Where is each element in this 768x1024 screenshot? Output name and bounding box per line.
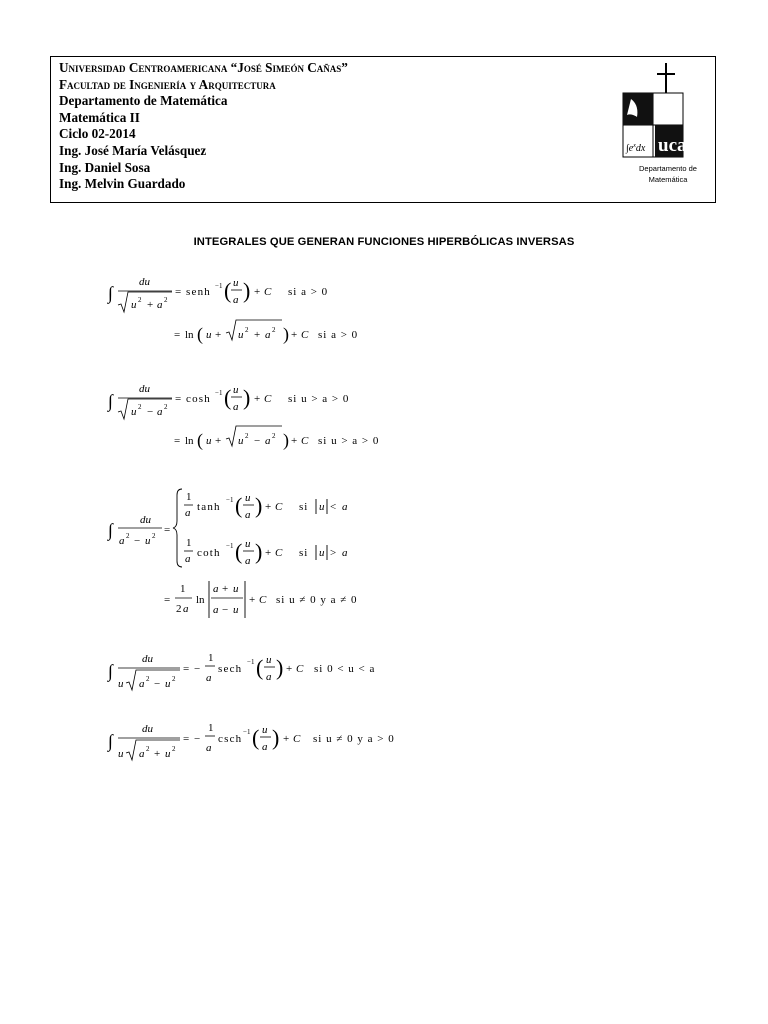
- svg-text:1: 1: [186, 537, 192, 549]
- svg-text:si a > 0: si a > 0: [288, 286, 329, 298]
- svg-text:C: C: [275, 501, 283, 513]
- svg-text:du: du: [139, 276, 150, 288]
- svg-text:a: a: [185, 507, 191, 519]
- svg-text:2: 2: [152, 532, 156, 540]
- svg-text:si a > 0: si a > 0: [318, 329, 359, 341]
- svg-text:a: a: [206, 742, 212, 754]
- svg-text:u: u: [206, 329, 212, 341]
- svg-text:+: +: [254, 393, 261, 405]
- svg-text:a: a: [157, 406, 163, 418]
- svg-text:u: u: [118, 678, 124, 690]
- svg-text:a: a: [262, 741, 268, 753]
- svg-text:∫: ∫: [108, 520, 113, 540]
- svg-text:+: +: [254, 286, 261, 298]
- svg-text:u: u: [233, 583, 239, 595]
- header-faculty: Facultad de Ingeniería y Arquitectura: [59, 76, 276, 92]
- svg-text:u: u: [238, 329, 244, 341]
- svg-text:): ): [272, 725, 280, 750]
- svg-text:): ): [255, 539, 263, 564]
- svg-text:): ): [276, 655, 284, 680]
- svg-text:+: +: [147, 299, 154, 311]
- svg-text:ln: ln: [185, 329, 194, 341]
- svg-text:−1: −1: [215, 389, 223, 397]
- header-lines: [59, 60, 348, 193]
- svg-text:1: 1: [208, 652, 214, 664]
- svg-text:a: a: [206, 672, 212, 684]
- svg-text:2: 2: [245, 326, 249, 334]
- svg-text:C: C: [264, 286, 272, 298]
- svg-text:a: a: [266, 671, 272, 683]
- svg-text:2: 2: [164, 403, 168, 411]
- svg-text:a: a: [233, 294, 239, 306]
- svg-text:+: +: [291, 329, 298, 341]
- svg-text:(: (: [197, 430, 203, 450]
- svg-text:∫: ∫: [108, 391, 113, 411]
- svg-text:−: −: [222, 604, 229, 616]
- svg-text:u: u: [131, 406, 137, 418]
- svg-text:u: u: [245, 538, 251, 550]
- svg-text:coth: coth: [197, 547, 221, 559]
- svg-text:si u ≠ 0 y a > 0: si u ≠ 0 y a > 0: [313, 733, 395, 745]
- svg-text:du: du: [139, 383, 150, 395]
- svg-text:=: =: [175, 393, 182, 405]
- svg-text:): ): [243, 278, 251, 303]
- svg-text:+: +: [249, 594, 256, 606]
- svg-text:+: +: [222, 583, 229, 595]
- svg-text:a: a: [245, 509, 251, 521]
- svg-text:(: (: [256, 655, 264, 680]
- svg-text:=: =: [164, 594, 171, 606]
- svg-text:−: −: [254, 435, 261, 447]
- formula-sech: [107, 652, 375, 690]
- svg-text:C: C: [296, 663, 304, 675]
- svg-text:a: a: [157, 299, 163, 311]
- svg-text:a: a: [185, 553, 191, 565]
- svg-text:2: 2: [272, 432, 276, 440]
- svg-text:2: 2: [164, 296, 168, 304]
- svg-text:si u > a > 0: si u > a > 0: [288, 393, 350, 405]
- svg-text:1: 1: [186, 491, 192, 503]
- header-instructor-2: Ing. Daniel Sosa: [59, 159, 151, 175]
- svg-text:2: 2: [138, 296, 142, 304]
- svg-text:a: a: [139, 678, 145, 690]
- svg-text:cosh: cosh: [186, 393, 211, 405]
- svg-text:−1: −1: [247, 658, 255, 666]
- svg-text:): ): [283, 324, 289, 344]
- formula-tanh-coth: [107, 489, 358, 618]
- svg-text:u: u: [238, 435, 244, 447]
- svg-text:u: u: [266, 654, 272, 666]
- svg-text:2: 2: [172, 745, 176, 753]
- svg-text:+: +: [254, 329, 261, 341]
- svg-text:+: +: [154, 748, 161, 760]
- svg-text:2: 2: [126, 532, 130, 540]
- header-instructor-3: Ing. Melvin Guardado: [59, 176, 186, 192]
- svg-text:2: 2: [172, 675, 176, 683]
- svg-text:si u ≠ 0 y a ≠ 0: si u ≠ 0 y a ≠ 0: [276, 594, 358, 606]
- logo-caption-line1: Departamento de: [639, 164, 697, 173]
- header-cycle: Ciclo 02-2014: [59, 126, 136, 142]
- svg-text:sech: sech: [218, 663, 243, 675]
- logo-caption-line2: Matemática: [648, 175, 688, 184]
- svg-text:2: 2: [146, 675, 150, 683]
- svg-text:∫exdx: $\int e^xdx$: [626, 143, 646, 154]
- svg-text:(: (: [235, 493, 243, 518]
- svg-text:2: 2: [272, 326, 276, 334]
- svg-text:senh: senh: [186, 286, 211, 298]
- svg-text:a: a: [119, 535, 125, 547]
- header-department: Departamento de Matemática: [59, 93, 228, 109]
- svg-text:csch: csch: [218, 733, 243, 745]
- svg-text:a: a: [213, 604, 219, 616]
- svg-text:2: 2: [176, 603, 182, 615]
- svg-text:a: a: [183, 603, 189, 615]
- svg-text:C: C: [264, 393, 272, 405]
- svg-text:−: −: [147, 406, 154, 418]
- svg-text:−: −: [194, 733, 201, 745]
- header-university: Universidad Centroamericana “José Simeón Cañas”: [59, 60, 348, 75]
- svg-text:−1: −1: [243, 728, 251, 736]
- svg-text:u: u: [118, 748, 124, 760]
- svg-text:<: <: [330, 501, 337, 513]
- formula-csch: [107, 722, 395, 760]
- svg-text:+: +: [286, 663, 293, 675]
- svg-text:du: du: [140, 514, 151, 526]
- svg-text:+: +: [291, 435, 298, 447]
- svg-text:du: du: [142, 723, 153, 735]
- svg-text:C: C: [293, 733, 301, 745]
- svg-text:): ): [255, 493, 263, 518]
- svg-text:−: −: [134, 535, 141, 547]
- svg-text:a: a: [213, 583, 219, 595]
- header-course: Matemática II: [59, 109, 140, 125]
- svg-text:(: (: [252, 725, 260, 750]
- formula-senh: [107, 276, 358, 345]
- svg-text:=: =: [183, 663, 190, 675]
- svg-text:(: (: [197, 324, 203, 344]
- svg-text:2: 2: [146, 745, 150, 753]
- svg-text:u: u: [262, 724, 268, 736]
- svg-text:u: u: [233, 277, 239, 289]
- svg-text:1: 1: [180, 583, 186, 595]
- svg-text:si u > a > 0: si u > a > 0: [318, 435, 380, 447]
- svg-text:si: si: [299, 501, 309, 513]
- svg-text:a: a: [265, 329, 271, 341]
- svg-text:2: 2: [138, 403, 142, 411]
- svg-text:−: −: [154, 678, 161, 690]
- svg-text:u: u: [233, 604, 239, 616]
- svg-text:−1: −1: [215, 282, 223, 290]
- svg-text:a: a: [265, 435, 271, 447]
- svg-text:a: a: [342, 547, 348, 559]
- svg-text:u: u: [145, 535, 151, 547]
- svg-text:tanh: tanh: [197, 501, 221, 513]
- svg-text:∫: ∫: [108, 731, 113, 751]
- svg-text:): ): [243, 385, 251, 410]
- svg-text:=: =: [183, 733, 190, 745]
- svg-text:1: 1: [208, 722, 214, 734]
- svg-text:=: =: [174, 329, 181, 341]
- svg-text:+: +: [215, 329, 222, 341]
- svg-text:ln: ln: [185, 435, 194, 447]
- svg-text:=: =: [175, 286, 182, 298]
- svg-text:2: 2: [245, 432, 249, 440]
- svg-text:+: +: [215, 435, 222, 447]
- svg-text:∫: ∫: [108, 283, 113, 303]
- header-box: [50, 56, 716, 203]
- svg-text:): ): [283, 430, 289, 450]
- svg-text:u: u: [131, 299, 137, 311]
- uca-logo-icon: [619, 63, 717, 163]
- uca-department-logo: [619, 63, 717, 199]
- svg-text:=: =: [164, 524, 171, 536]
- svg-text:+: +: [265, 501, 272, 513]
- formula-cosh: [107, 383, 379, 451]
- svg-text:C: C: [259, 594, 267, 606]
- svg-text:+: +: [283, 733, 290, 745]
- svg-text:u: u: [233, 384, 239, 396]
- svg-text:si 0 < u < a: si 0 < u < a: [314, 663, 376, 675]
- svg-text:(: (: [224, 385, 232, 410]
- svg-text:uca: uca: [658, 135, 687, 156]
- svg-text:=: =: [174, 435, 181, 447]
- svg-text:−1: −1: [226, 542, 234, 550]
- header-instructor-1: Ing. José María Velásquez: [59, 142, 207, 158]
- svg-text:a: a: [245, 555, 251, 567]
- svg-text:u: u: [319, 501, 325, 513]
- svg-text:C: C: [275, 547, 283, 559]
- svg-text:du: du: [142, 653, 153, 665]
- svg-text:u: u: [206, 435, 212, 447]
- svg-text:si: si: [299, 547, 309, 559]
- svg-text:ln: ln: [196, 594, 205, 606]
- svg-text:(: (: [235, 539, 243, 564]
- page-title: INTEGRALES QUE GENERAN FUNCIONES HIPERBÓLICAS INVERSAS: [193, 236, 575, 248]
- svg-text:u: u: [245, 492, 251, 504]
- svg-text:−1: −1: [226, 496, 234, 504]
- svg-text:(: (: [224, 278, 232, 303]
- svg-text:a: a: [233, 401, 239, 413]
- svg-text:>: >: [330, 547, 337, 559]
- svg-text:C: C: [301, 435, 309, 447]
- svg-text:C: C: [301, 329, 309, 341]
- svg-text:u: u: [165, 748, 171, 760]
- svg-text:a: a: [342, 501, 348, 513]
- logo-caption: [619, 163, 717, 185]
- svg-text:−: −: [194, 663, 201, 675]
- svg-text:+: +: [265, 547, 272, 559]
- svg-text:u: u: [165, 678, 171, 690]
- svg-text:u: u: [319, 547, 325, 559]
- svg-text:∫: ∫: [108, 661, 113, 681]
- svg-text:a: a: [139, 748, 145, 760]
